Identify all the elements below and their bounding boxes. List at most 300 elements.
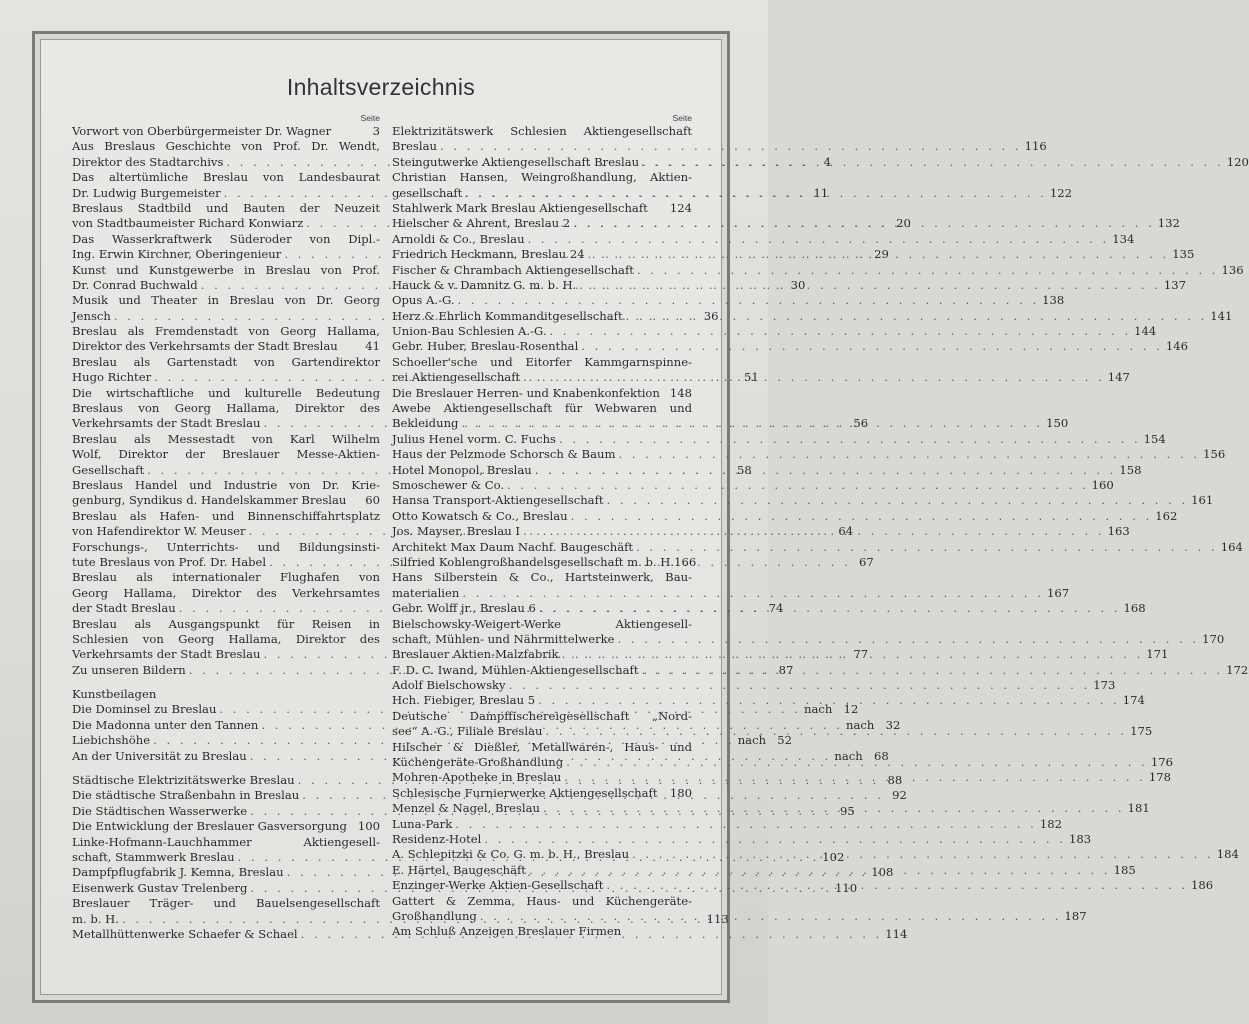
page-number: 150 — [1046, 416, 1069, 431]
entry-text: genburg, Syndikus d. Handelskammer Breslau — [72, 493, 347, 508]
toc-entry — [392, 324, 1157, 339]
page-number: 172 — [1226, 662, 1249, 677]
toc-entry — [392, 616, 1225, 648]
page-number: 110 — [835, 880, 858, 895]
entry-text: gesellschaft — [392, 185, 463, 200]
page-number: 116 — [1024, 139, 1047, 154]
page-number: 120 — [1226, 154, 1249, 169]
dot-leader — [462, 586, 1044, 601]
page-number: 163 — [1107, 524, 1130, 539]
page-number: 41 — [365, 339, 380, 354]
entry-text: Deutsche Dampffischereigesellschaft „Nord- — [392, 708, 692, 723]
toc-line — [72, 432, 380, 447]
entry-text: Musik und Theater in Breslau von Dr. Georg — [72, 293, 380, 308]
entry-text: Silfried Kohlengroßhandelsgesellschaft m. b. H. — [392, 554, 675, 569]
page-number: 95 — [839, 803, 855, 818]
page-number: 154 — [1143, 431, 1166, 446]
page-number: 176 — [1150, 755, 1173, 770]
entry-text: Die Breslauer Herren- und Knabenkonfektion — [392, 385, 660, 400]
toc-entry — [392, 493, 1214, 508]
toc-line — [72, 201, 380, 216]
entry-text: Breslaus Handel und Industrie von Dr. Krie- — [72, 477, 380, 492]
dot-leader — [545, 724, 1127, 739]
toc-entry — [392, 831, 1092, 847]
entry-text: Kunst und Kunstgewerbe in Breslau von Prof. — [72, 262, 380, 277]
entry-text: Hilscher & Dießler, Metallwaren-, Haus- und — [392, 739, 692, 754]
entry-text: Breslau als internationaler Flughafen von — [72, 570, 380, 585]
entry-text: Enzinger-Werke Aktien-Gesellschaft — [392, 878, 604, 893]
page-number: 136 — [1221, 262, 1244, 277]
entry-text: Breslau als Messestadt von Karl Wilhelm — [72, 431, 380, 446]
page-number: 137 — [1163, 277, 1187, 292]
entry-text: Das Wasserkraftwerk Süderoder von Dipl.- — [72, 231, 380, 246]
page-number: 158 — [1119, 462, 1142, 477]
toc-line — [72, 819, 380, 834]
toc-line — [72, 835, 380, 850]
toc-line — [392, 324, 1157, 339]
toc-line — [392, 816, 1062, 832]
dot-leader — [588, 247, 1170, 262]
page-number: 181 — [1127, 801, 1150, 816]
entry-text: Am Schluß Anzeigen Breslauer Firmen — [392, 924, 622, 939]
dot-leader — [528, 232, 1110, 247]
entry-text: Eisenwerk Gustav Trelenberg — [72, 880, 248, 895]
toc-line — [392, 570, 692, 585]
toc-line — [392, 124, 692, 139]
toc-entry — [392, 262, 1244, 278]
entry-text: Mohren-Apotheke in Breslau — [392, 770, 562, 785]
toc-line — [72, 401, 380, 416]
dot-leader — [550, 324, 1132, 339]
page-number: 184 — [1216, 847, 1239, 862]
entry-text: m. b. H. — [72, 911, 119, 926]
entry-text: Hielscher & Ahrent, Breslau 2 — [392, 216, 571, 231]
entry-text: Wolf, Direktor der Breslauer Messe-Aktien- — [72, 447, 380, 462]
toc-line — [392, 508, 1178, 524]
dot-leader — [559, 432, 1141, 447]
toc-line — [72, 540, 380, 555]
toc-line — [72, 324, 380, 339]
toc-entry — [392, 201, 692, 216]
entry-text: Dr. Ludwig Burgemeister — [72, 185, 221, 200]
entry-text: Ing. Erwin Kirchner, Oberingenieur — [72, 247, 282, 262]
toc-entry — [392, 447, 1226, 462]
dot-leader — [618, 447, 1200, 462]
entry-text: Otto Kowatsch & Co., Breslau — [392, 508, 568, 523]
entry-text: Das altertümliche Breslau von Landesbaurat — [72, 170, 380, 185]
entry-text: An der Universität zu Breslau — [72, 748, 247, 763]
page-number: 29 — [874, 247, 889, 262]
toc-entry — [392, 339, 1189, 354]
page-number: 30 — [790, 277, 806, 292]
entry-text: der Stadt Breslau — [72, 601, 176, 616]
toc-line — [72, 570, 380, 585]
entry-text: schaft, Mühlen- und Nährmittelwerke — [392, 631, 615, 646]
toc-line — [72, 170, 380, 185]
page-number: 182 — [1039, 816, 1062, 831]
toc-line — [72, 617, 380, 632]
page-number: 180 — [669, 785, 692, 800]
entry-text: Breslau als Ausgangspunkt für Reisen in — [72, 616, 380, 631]
entry-text: Adolf Bielschowsky — [392, 678, 506, 693]
entry-text: Die Entwicklung der Breslauer Gasversorgung — [72, 819, 347, 834]
entry-text: Union-Bau Schlesien A.-G. — [392, 324, 547, 339]
page-number: 3 — [372, 124, 380, 138]
toc-line — [392, 554, 697, 570]
toc-line — [392, 924, 692, 939]
toc-entry — [392, 924, 692, 939]
entry-text: Vorwort von Oberbürgermeister Dr. Wagner — [72, 124, 332, 138]
nach-label: nach — [804, 702, 833, 717]
page-number: 162 — [1155, 508, 1178, 523]
entry-text: Jensch — [72, 308, 111, 323]
entry-text: Breslau als Fremdenstadt von Georg Hallama, — [72, 324, 380, 339]
toc-entry — [392, 816, 1062, 832]
dot-leader — [642, 663, 1224, 678]
toc-line — [72, 263, 380, 278]
entry-text: Liebichshöhe — [72, 733, 151, 748]
entry-text: Schoeller'sche und Eitorfer Kammgarnspinne- — [392, 354, 692, 369]
page-number: 4 — [823, 154, 832, 169]
dot-leader — [632, 847, 1214, 862]
entry-text: Schlesien von Georg Hallama, Direktor des — [72, 631, 380, 646]
page-number: 102 — [822, 849, 845, 864]
entry-text: Dampfpflugfabrik J. Kemna, Breslau — [72, 865, 284, 880]
toc-line — [392, 431, 1166, 447]
page-title: Inhaltsverzeichnis — [286, 74, 476, 100]
toc-line — [72, 509, 380, 524]
toc-line — [72, 232, 380, 247]
entry-text: Gesellschaft — [72, 462, 145, 477]
page-number: 51 — [743, 370, 759, 385]
entry-text: Breslaus Stadtbild und Bauten der Neuzeit — [72, 200, 380, 215]
toc-line — [392, 631, 1225, 647]
toc-line — [392, 154, 1249, 170]
entry-text: F. D. C. Iwand, Mühlen-Aktiengesellschaft — [392, 662, 639, 677]
toc-entry — [392, 386, 692, 401]
page-number: 146 — [1165, 339, 1189, 354]
page-number: 160 — [1091, 477, 1114, 492]
dot-leader — [637, 263, 1219, 278]
toc-entry — [392, 678, 1116, 693]
toc-line — [72, 493, 380, 508]
toc-line — [392, 477, 1114, 493]
page-number: 67 — [859, 554, 874, 569]
entry-text: Fischer & Chrambach Aktiengesellschaft — [392, 262, 634, 277]
toc-line — [72, 339, 380, 354]
toc-entry — [392, 154, 1249, 170]
dot-leader — [579, 278, 1161, 293]
dot-leader — [607, 493, 1189, 508]
toc-entry — [72, 819, 380, 834]
entry-text: Georg Hallama, Direktor des Verkehrsamtes — [72, 585, 380, 600]
dot-leader — [523, 524, 1105, 539]
entry-text: Hauck & v. Damnitz G. m. b. H. — [392, 277, 577, 292]
toc-line — [392, 447, 1226, 462]
toc-line — [72, 896, 380, 911]
page-number: 124 — [669, 200, 692, 215]
page-number: 132 — [1157, 216, 1180, 231]
dot-leader — [571, 509, 1153, 524]
page-number: 168 — [1123, 601, 1146, 616]
kunstbeilagen-heading: Kunstbeilagen — [72, 687, 157, 702]
toc-line — [392, 139, 1047, 154]
page-number: 148 — [669, 385, 692, 400]
entry-text: Großhandlung — [392, 908, 477, 923]
dot-leader — [581, 339, 1163, 354]
toc-entry — [392, 431, 1166, 447]
page-number: 12 — [843, 702, 859, 717]
toc-line — [392, 201, 692, 216]
toc-line — [72, 386, 380, 401]
toc-entry — [392, 462, 1142, 478]
entry-text: Gebr. Wolff jr., Breslau 6 — [392, 601, 536, 616]
dot-leader — [543, 801, 1125, 816]
entry-text: Residenz-Hotel — [392, 831, 482, 846]
toc-line — [392, 831, 1092, 847]
dot-leader — [440, 139, 1022, 154]
page-number: 185 — [1113, 862, 1136, 877]
page-number: 77 — [853, 647, 869, 662]
dot-leader — [562, 647, 1144, 662]
nach-label: nach — [737, 733, 767, 748]
toc-entry — [392, 570, 1070, 601]
toc-entry — [392, 231, 1135, 247]
toc-entry — [392, 693, 1145, 708]
page-number: 114 — [885, 926, 908, 941]
toc-line — [392, 740, 692, 755]
toc-entry — [72, 324, 380, 355]
entry-text: Die wirtschaftliche und kulturelle Bedeutung — [72, 385, 380, 400]
page-number: 147 — [1107, 370, 1130, 385]
entry-text: Zu unseren Bildern — [72, 662, 186, 677]
entry-text: Die Städtischen Wasserwerke — [72, 803, 248, 818]
entry-text: Herz & Ehrlich Kommanditgesellschaft — [392, 308, 623, 323]
dot-leader — [509, 678, 1091, 693]
dot-leader — [618, 632, 1200, 647]
entry-text: Breslau als Gartenstadt von Gartendirektor — [72, 354, 380, 369]
entry-text: Metallhüttenwerke Schaefer & Schael — [72, 926, 298, 941]
entry-text: Elektrizitätswerk Schlesien Aktiengesellschaft — [392, 124, 692, 138]
entry-text: Die Madonna unter den Tannen — [72, 717, 259, 732]
toc-line — [72, 124, 380, 139]
entry-text: Awebe Aktiengesellschaft für Webwaren und — [392, 401, 692, 416]
page-number: 138 — [1042, 293, 1065, 308]
page-number: 171 — [1146, 647, 1169, 662]
entry-text: Hch. Fiebiger, Breslau 5 — [392, 693, 536, 708]
entry-text: Die städtische Straßenbahn in Breslau — [72, 788, 300, 803]
seite-header-left: Seite — [360, 113, 380, 123]
toc-line — [392, 386, 692, 401]
entry-text: Arnoldi & Co., Breslau — [392, 231, 525, 246]
toc-line — [392, 231, 1135, 247]
entry-text: Stahlwerk Mark Breslau Aktiengesellschaft — [392, 200, 648, 215]
toc-line — [392, 262, 1244, 278]
dot-leader — [455, 817, 1037, 832]
toc-line — [392, 709, 692, 724]
dot-leader — [566, 755, 1148, 770]
page-number: 178 — [1148, 770, 1172, 785]
toc-line — [392, 585, 1070, 601]
toc-line — [392, 617, 692, 632]
toc-line — [392, 339, 1189, 354]
page-number: 100 — [357, 819, 380, 834]
toc-line — [72, 478, 380, 493]
page-number: 164 — [1220, 539, 1243, 554]
entry-text: Jos. Mayser, Breslau I — [392, 524, 520, 539]
entry-text: Hans Silberstein & Co., Hartsteinwerk, Bau- — [392, 570, 692, 585]
toc-entry — [392, 124, 1047, 155]
dot-leader — [535, 463, 1117, 478]
entry-text: Luna-Park — [392, 816, 453, 831]
page-number: 122 — [1049, 185, 1073, 200]
toc-line — [392, 493, 1214, 508]
page-number: 88 — [887, 773, 903, 788]
toc-line — [392, 170, 692, 185]
entry-text: von Hafendirektor W. Meuser — [72, 524, 246, 539]
page-number: 156 — [1203, 447, 1226, 462]
entry-text: schaft, Stammwerk Breslau — [72, 849, 235, 864]
entry-text: Architekt Max Daum Nachf. Baugeschäft — [392, 539, 634, 554]
dot-leader — [564, 770, 1146, 785]
toc-line — [72, 139, 380, 154]
entry-text: von Stadtbaumeister Richard Konwiarz — [72, 216, 304, 231]
entry-text: Breslau — [392, 139, 437, 154]
page-number: 56 — [853, 416, 869, 431]
entry-text: E. Härtel, Baugeschäft — [392, 862, 526, 877]
entry-text: Christian Hansen, Weingroßhandlung, Aktien- — [392, 170, 692, 185]
page-number: 166 — [674, 554, 697, 569]
section-gap — [72, 764, 380, 773]
dot-leader — [484, 832, 1066, 847]
section-gap — [72, 678, 380, 687]
toc-line — [392, 678, 1116, 693]
dot-leader — [573, 216, 1155, 231]
toc-line — [72, 355, 380, 370]
entry-text: Breslauer Aktien-Malzfabrik — [392, 647, 559, 662]
page-number: 135 — [1172, 247, 1195, 262]
seite-header-right: Seite — [672, 113, 692, 123]
dot-leader — [480, 909, 1062, 924]
toc-entry — [392, 554, 697, 570]
page-number: 64 — [838, 524, 854, 539]
dot-leader — [642, 155, 1224, 170]
page-number: 87 — [778, 662, 794, 677]
page-number: 113 — [706, 911, 729, 926]
page-number: 134 — [1112, 231, 1135, 246]
toc-entry — [392, 477, 1114, 493]
page-number: 108 — [871, 865, 894, 880]
toc-entry — [392, 293, 1065, 308]
entry-text: materialien — [392, 585, 460, 600]
entry-text: Verkehrsamts der Stadt Breslau — [72, 647, 261, 662]
entry-text: Verkehrsamts der Stadt Breslau — [72, 416, 261, 431]
toc-entry — [72, 124, 380, 139]
entry-text: Breslaus von Georg Hallama, Direktor des — [72, 401, 380, 416]
dot-leader — [465, 186, 1047, 201]
toc-entry — [72, 478, 380, 509]
page-number: 167 — [1046, 585, 1070, 600]
entry-text: Bekleidung — [392, 416, 459, 431]
page-border-frame — [32, 31, 1249, 1003]
toc-entry — [392, 508, 1178, 524]
entry-text: Küchengeräte-Großhandlung — [392, 755, 564, 770]
page-number: 92 — [892, 788, 907, 803]
entry-text: A. Schlepitzki & Co. G. m. b. H., Breslau — [392, 847, 630, 862]
entry-text: Schlesische Furnierwerke Aktiengesellschaft — [392, 785, 658, 800]
entry-text: Friedrich Heckmann, Breslau 24 — [392, 247, 585, 262]
entry-text: tute Breslaus von Prof. Dr. Habel — [72, 554, 267, 569]
entry-text: Die Dominsel zu Breslau — [72, 702, 217, 717]
entry-text: Dr. Conrad Buchwald — [72, 277, 198, 292]
dot-leader — [523, 370, 1105, 385]
toc-line — [392, 539, 1243, 555]
dot-leader — [529, 863, 1111, 878]
page-number: 36 — [703, 308, 719, 323]
dot-leader — [539, 601, 1121, 616]
toc-line — [392, 462, 1142, 478]
page-number: 170 — [1202, 631, 1225, 646]
toc-line — [392, 693, 1145, 708]
entry-text: Hugo Richter — [72, 370, 152, 385]
toc-line — [392, 894, 692, 909]
page-number: 141 — [1210, 308, 1233, 323]
page-number: 173 — [1093, 678, 1116, 693]
toc-entry — [392, 786, 692, 801]
entry-text: Forschungs-, Unterrichts- und Bildungsinsti- — [72, 539, 380, 554]
entry-text: Direktor des Stadtarchivs — [72, 154, 224, 169]
dot-leader — [538, 693, 1120, 708]
toc-line — [392, 293, 1065, 308]
page-number: 20 — [896, 216, 911, 231]
toc-line — [392, 401, 692, 416]
toc-line — [392, 786, 692, 801]
entry-text: Hotel Monopol, Breslau — [392, 462, 532, 477]
entry-text: Opus A.-G. — [392, 293, 455, 308]
page-number: 187 — [1064, 908, 1087, 923]
dot-leader — [636, 540, 1218, 555]
entry-text: Linke-Hofmann-Lauchhammer Aktiengesell- — [72, 834, 380, 849]
toc-line — [72, 632, 380, 647]
page-number: 52 — [777, 733, 793, 748]
dot-leader — [606, 878, 1188, 893]
page-number: 32 — [885, 717, 901, 732]
entry-text: Aus Breslaus Geschichte von Prof. Dr. Wendt, — [72, 139, 380, 154]
entry-text: Breslauer Träger- und Bauelsengesellschaft — [72, 896, 380, 911]
entry-text: Hansa Transport-Aktiengesellschaft — [392, 493, 604, 508]
toc-entry — [392, 539, 1243, 555]
dot-leader — [626, 309, 1208, 324]
entry-text: Gattert & Zemma, Haus- und Küchengeräte- — [392, 893, 692, 908]
page-number: 11 — [813, 185, 829, 200]
entry-text: Breslau als Hafen- und Binnenschiffahrtsplatz — [72, 508, 380, 523]
page-number: 58 — [736, 462, 752, 477]
page-number: 161 — [1191, 493, 1214, 508]
page-number: 174 — [1122, 693, 1145, 708]
entry-text: Steingutwerke Aktiengesellschaft Breslau — [392, 154, 640, 169]
entry-text: rei Aktiengesellschaft — [392, 370, 521, 385]
entry-text: see“ A.-G., Filiale Breslau — [392, 724, 543, 739]
page-number: 60 — [365, 493, 380, 508]
page-number: 183 — [1068, 831, 1092, 846]
page-number: 74 — [768, 601, 784, 616]
toc-line — [72, 586, 380, 601]
entry-text: Haus der Pelzmode Schorsch & Baum — [392, 447, 616, 462]
dot-leader — [507, 478, 1089, 493]
page-number: 175 — [1130, 724, 1153, 739]
toc-line — [72, 293, 380, 308]
nach-label: nach — [846, 717, 875, 732]
